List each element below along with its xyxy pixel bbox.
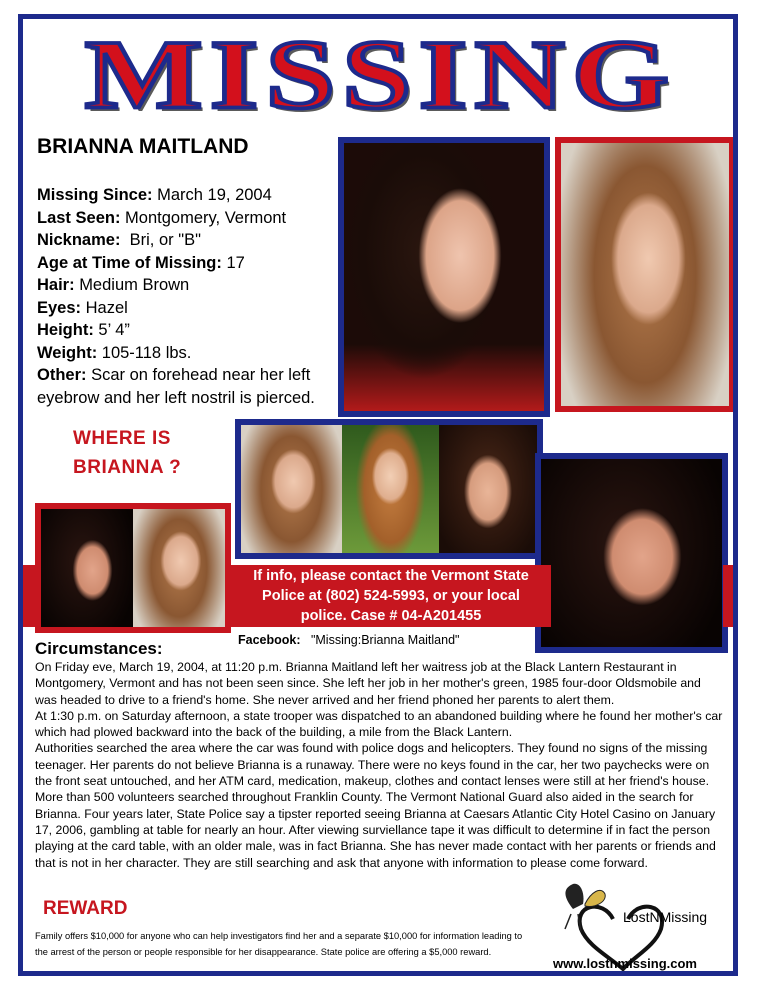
missing-poster	[18, 14, 738, 976]
photo-pair	[35, 503, 231, 633]
story-paragraph: On Friday eve, March 19, 2004, at 11:20 p.m. Brianna Maitland left her waitress job at the Black Lantern Restaurant in Montgomery, Vermont and has not been seen since. She left her job in her mother's green, 1985 four-door Oldsmobile and was headed to drive to a friend's home. She never arrived and her friend phoned her parents to alert them.	[35, 660, 701, 707]
fact-label: Eyes:	[37, 298, 82, 317]
fact-value: Scar on forehead near her left eyebrow and her left nostril is pierced.	[37, 366, 315, 407]
band-left	[23, 565, 35, 627]
fact-label: Hair:	[37, 276, 75, 294]
fact-label: Last Seen:	[37, 208, 121, 227]
fact-label: Age at Time of Missing:	[37, 253, 222, 272]
fact-value: Hazel	[85, 298, 128, 317]
fact-label: Other:	[37, 366, 87, 384]
photo-portrait-2	[555, 137, 735, 412]
story-paragraph: At 1:30 p.m. on Saturday afternoon, a state trooper was dispatched to an abandoned building where he found her mother's car which had plowed backward into the back of the building, a mile from the Black Lantern.	[35, 708, 723, 740]
fact-label: Missing Since:	[37, 186, 153, 204]
fact-label: Weight:	[37, 343, 98, 362]
reward-title: REWARD	[43, 898, 128, 919]
band-right	[723, 565, 735, 627]
photo-strip	[235, 419, 543, 559]
fact-value: 17	[226, 253, 245, 272]
fact-value: Bri, or "B"	[129, 231, 201, 249]
contact-banner	[231, 565, 551, 627]
where-line-2: BRIANNA ?	[73, 457, 182, 478]
contact-line-2: Police at (802) 524-5993, or your local	[262, 588, 520, 604]
fact-label: Nickname:	[37, 231, 121, 249]
circumstances-title: Circumstances:	[35, 639, 163, 658]
person-name: BRIANNA MAITLAND	[37, 135, 249, 158]
fact-value: March 19, 2004	[157, 186, 272, 204]
fact-value: 105-118 lbs.	[101, 343, 192, 362]
facebook-value: "Missing:Brianna Maitland"	[310, 633, 460, 647]
facebook-line	[238, 633, 459, 647]
contact-line-3: police. Case # 04-A201455	[300, 608, 482, 624]
photo-portrait-1	[338, 137, 550, 417]
fact-height	[37, 319, 352, 342]
fact-value: 5’ 4”	[98, 321, 130, 339]
photo-portrait-3	[535, 453, 728, 653]
logo-name: LostNMissing	[623, 909, 708, 925]
fact-nickname	[37, 229, 352, 252]
fact-weight	[37, 342, 352, 365]
fact-other	[37, 364, 352, 409]
fact-value: Medium Brown	[79, 276, 190, 294]
fact-missing-since	[37, 184, 352, 207]
where-is-heading	[73, 424, 181, 482]
logo-url: www.lostnmissing.com	[553, 956, 697, 971]
circumstances-text	[35, 659, 725, 871]
facebook-label: Facebook:	[238, 633, 301, 647]
reward-text: Family offers $10,000 for anyone who can help investigators find her and a separate $10,000 for information leading to the arrest of the person or people responsible for her disappearance. State police are offering a $5,000 reward.	[35, 931, 523, 957]
fact-eyes	[37, 297, 352, 320]
fact-label: Height:	[37, 321, 94, 339]
story-paragraph: Authorities searched the area where the car was found with police dogs and helicopters. They found no signs of the missing teenager. Her parents do not believe Brianna is a runaway. There were no keys found in the car, her two paychecks were on the front seat untouched, and her ATM card, medication, makeup, clothes and contact lenses were still at her friend's house. More than 500 volunteers searched throughout Franklin County. The Vermont National Guard also aided in the search for Brianna. Four years later, State Police say a tipster reported seeing Brianna at Caesars Atlantic City Hotel Casino on January 17, 2006, gambling at table for nearly an hour. After viewing surviellance tape it was difficult to determine if in fact the person playing at the card table, with an older male, was in fact Brianna. She has never made contact with her parents or friends and that is not in her character. They are still searching and ask that anyone with information to please come forward.	[35, 741, 716, 870]
where-line-1: WHERE IS	[73, 428, 171, 449]
fact-hair	[37, 274, 352, 297]
fact-value: Montgomery, Vermont	[125, 208, 287, 227]
fact-age	[37, 252, 352, 275]
facts-list	[37, 184, 352, 409]
contact-line-1: If info, please contact the Vermont State	[253, 568, 529, 584]
fact-last-seen	[37, 207, 352, 230]
poster-headline: MISSING	[84, 19, 677, 130]
